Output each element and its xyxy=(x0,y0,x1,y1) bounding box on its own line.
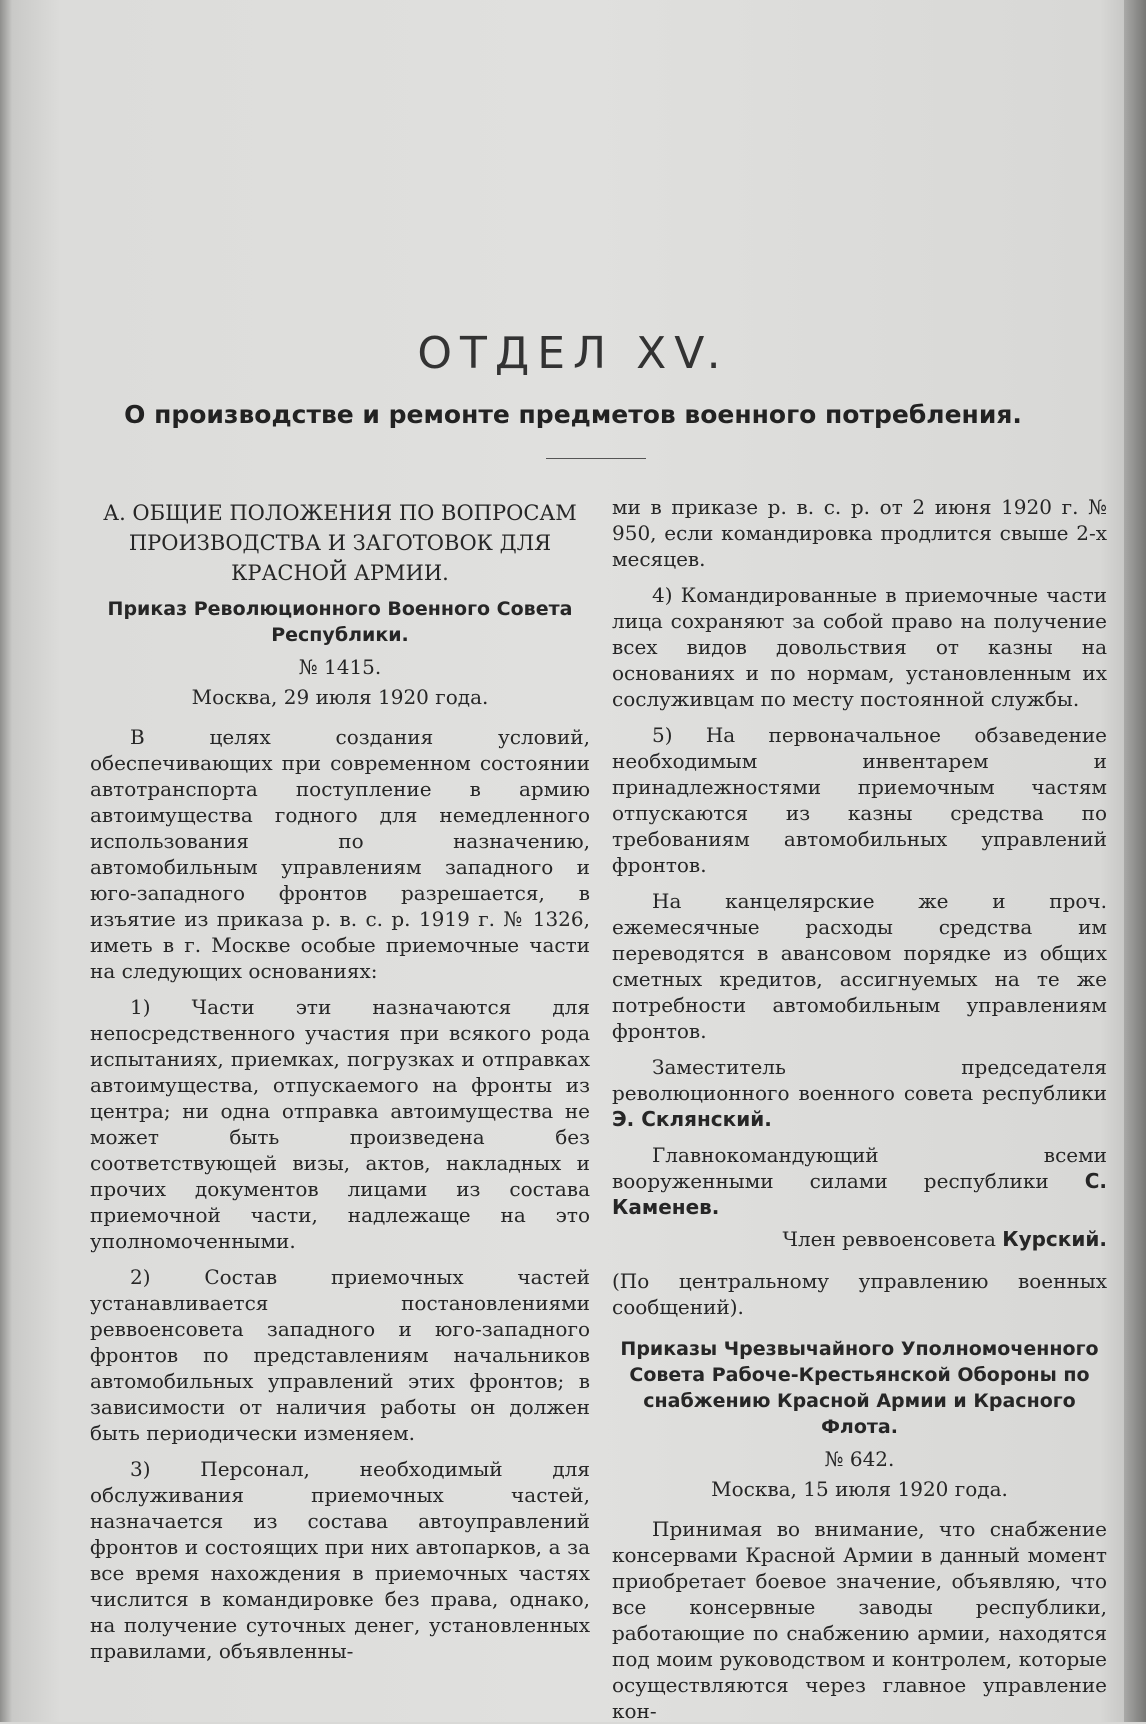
section-title: ОТДЕЛ XV. xyxy=(417,328,729,379)
signature-1-name: Э. Склянский. xyxy=(612,1107,772,1131)
paragraph: 2) Состав приемочных частей устанавливается постановлениями реввоенсовета западного и юго-западного фронтов по представлениям начальников автомобильных управлений этих фронтов; в зависимости от наличия работы он должен быть периодически изменяем. xyxy=(90,1265,590,1445)
order-number: № 1415. xyxy=(298,655,382,679)
order-title: Приказ Революционного Военного Совета Республики. xyxy=(107,598,573,646)
order2-number: № 642. xyxy=(824,1447,895,1471)
signature-3-name: Курский. xyxy=(1002,1227,1107,1251)
signature-1-text: Заместитель председателя революционного военного совета республики xyxy=(612,1055,1107,1105)
order2-place-date: Москва, 15 июля 1920 года. xyxy=(711,1477,1008,1501)
signature-1 xyxy=(612,1054,1107,1132)
signature-3-text: Член реввоенсовета xyxy=(782,1227,996,1251)
signature-3 xyxy=(612,1226,1107,1252)
signature-2-text: Главнокомандующий всеми вооруженными силами республики xyxy=(612,1143,1107,1193)
paragraph: На канцелярские же и проч. ежемесячные расходы средства им переводятся в авансовом порядке из общих сметных кредитов, ассигнуемых на те же потребности автомобильным управлениям фронтов. xyxy=(612,889,1107,1043)
left-column xyxy=(90,498,590,1664)
paragraph: 4) Командированные в приемочные части лица сохраняют за собой право на получение всех видов довольствия от казны на основаниях и по нормам, установленным их сослуживцам по месту постоянной службы. xyxy=(612,583,1107,711)
order2-title: Приказы Чрезвычайного Уполномоченного Совета Рабоче-Крестьянской Обороны по снабжению Красной Армии и Красного Флота. xyxy=(620,1338,1099,1438)
paragraph: 5) На первоначальное обзаведение необходимым инвентарем и принадлежностями приемочным частям отпускаются из казны средства по требованиям автомобильных управлений фронтов. xyxy=(612,723,1107,877)
right-column xyxy=(612,494,1107,1724)
page-edge-left xyxy=(0,0,12,1722)
part-a-heading: А. ОБЩИЕ ПОЛОЖЕНИЯ ПО ВОПРОСАМ ПРОИЗВОДСТВА И ЗАГОТОВОК ДЛЯ КРАСНОЙ АРМИИ. xyxy=(103,501,577,585)
source-note: (По центральному управлению военных сообщений). xyxy=(612,1269,1107,1319)
paragraph: 3) Персонал, необходимый для обслуживания приемочных частей, назначается из состава автоуправлений фронтов и состоящих при них автопарков, а за все время нахождения в приемочных частях числится в командировке без права, однако, на получение суточных денег, установленных правилами, объявленны- xyxy=(90,1457,590,1663)
paragraph: В целях создания условий, обеспечивающих при современном состоянии автотранспорта поступление в армию автоимущества годного для немедленного использования по назначению, автомобильным управлениям западного и юго-западного фронтов разрешается, в изъятие из приказа р. в. с. р. 1919 г. № 1326, иметь в г. Москве особые приемочные части на следующих основаниях: xyxy=(90,725,590,983)
section-subtitle: О производстве и ремонте предметов военного потребления. xyxy=(124,400,1022,429)
signature-2 xyxy=(612,1142,1107,1220)
divider xyxy=(546,458,646,459)
paragraph: 1) Части эти назначаются для непосредственного участия при всякого рода испытаниях, приемках, погрузках и отправках автоимущества, отпускаемого на фронты из центра; ни одна отправка автоимущества не может быть произведена без соответствующей визы, актов, накладных и прочих документов лицами из состава приемочной части, надлежаще на это уполномоченными. xyxy=(90,995,590,1253)
order-place-date: Москва, 29 июля 1920 года. xyxy=(191,685,489,709)
paragraph: ми в приказе р. в. с. р. от 2 июня 1920 г. № 950, если командировка продлится свыше 2-х месяцев. xyxy=(612,495,1107,571)
paragraph: Принимая во внимание, что снабжение консервами Красной Армии в данный момент приобретает боевое значение, объявляю, что все консервные заводы республики, работающие по снабжению армии, находятся под моим руководством и контролем, которые осуществляются через главное управление кон- xyxy=(612,1517,1107,1723)
signature-2-name: С. Каменев. xyxy=(612,1169,1108,1219)
page-edge-right xyxy=(1124,0,1146,1722)
